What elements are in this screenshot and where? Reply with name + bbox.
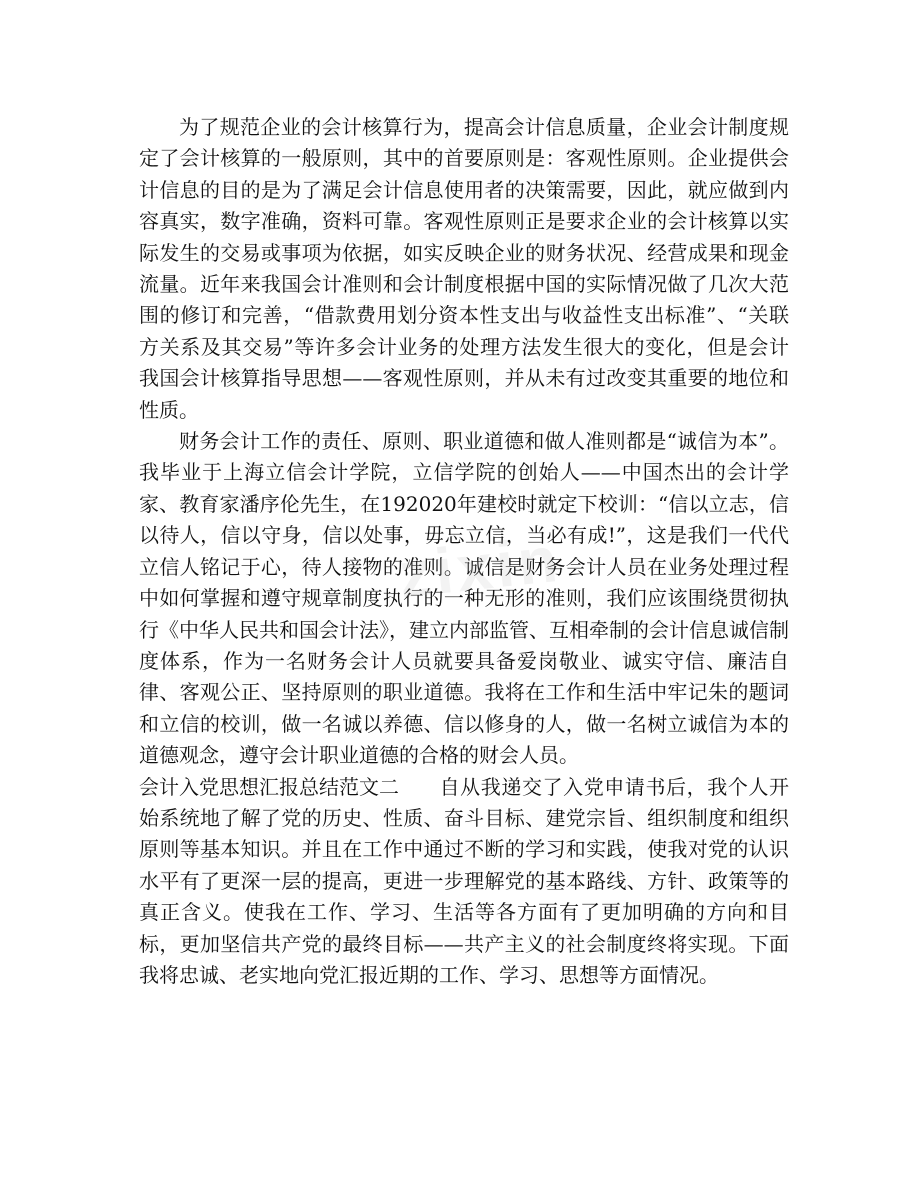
- watermark-logo: zixin: [395, 522, 565, 612]
- paragraph-party-report: [139, 772, 789, 992]
- section-heading: 会计入党思想汇报总结范文二: [139, 774, 399, 799]
- document-body: [139, 112, 789, 991]
- paragraph-objectivity-principle: 为了规范企业的会计核算行为，提高会计信息质量，企业会计制度规定了会计核算的一般原则，其中的首要原则是：客观性原则。企业提供会计信息的目的是为了满足会计信息使用者的决策需要，因此，就应做到内容真实，数字准确，资料可靠。客观性原则正是要求企业的会计核算以实际发生的交易或事项为依据，如实反映企业的财务状况、经营成果和现金流量。近年来我国会计准则和会计制度根据中国的实际情况做了几次大范围的修订和完善，“借款费用划分资本性支出与收益性支出标准”、“关联方关系及其交易”等许多会计业务的处理方法发生很大的变化，但是会计我国会计核算指导思想——客观性原则，并从未有过改变其重要的地位和性质。: [139, 115, 789, 422]
- paragraph-integrity: 财务会计工作的责任、原则、职业道德和做人准则都是“诚信为本”。我毕业于上海立信会计学院，立信学院的创始人——中国杰出的会计学家、教育家潘序伦先生，在192020年建校时就定下校训：“信以立志，信以待人，信以守身，信以处事，毋忘立信，当必有成!”，这是我们一代代立信人铭记于心，待人接物的准则。诚信是财务会计人员在业务处理过程中如何掌握和遵守规章制度执行的一种无形的准则，我们应该围绕贯彻执行《中华人民共和国会计法》，建立内部监管、互相牵制的会计信息诚信制度体系，作为一名财务会计人员就要具备爱岗敬业、诚实守信、廉洁自律、客观公正、坚持原则的职业道德。我将在工作和生活中牢记朱的题词和立信的校训，做一名诚以养德、信以修身的人，做一名树立诚信为本的道德观念，遵守会计职业道德的合格的财会人员。: [139, 429, 789, 768]
- paragraph-party-report-text: 自从我递交了入党申请书后，我个人开始系统地了解了党的历史、性质、奋斗目标、建党宗旨、组织制度和组织原则等基本知识。并且在工作中通过不断的学习和实践，使我对党的认识水平有了更深一层的提高，更进一步理解党的基本路线、方针、政策等的真正含义。使我在工作、学习、生活等各方面有了更加明确的方向和目标，更加坚信共产党的最终目标——共产主义的社会制度终将实现。下面我将忠诚、老实地向党汇报近期的工作、学习、思想等方面情况。: [139, 774, 789, 987]
